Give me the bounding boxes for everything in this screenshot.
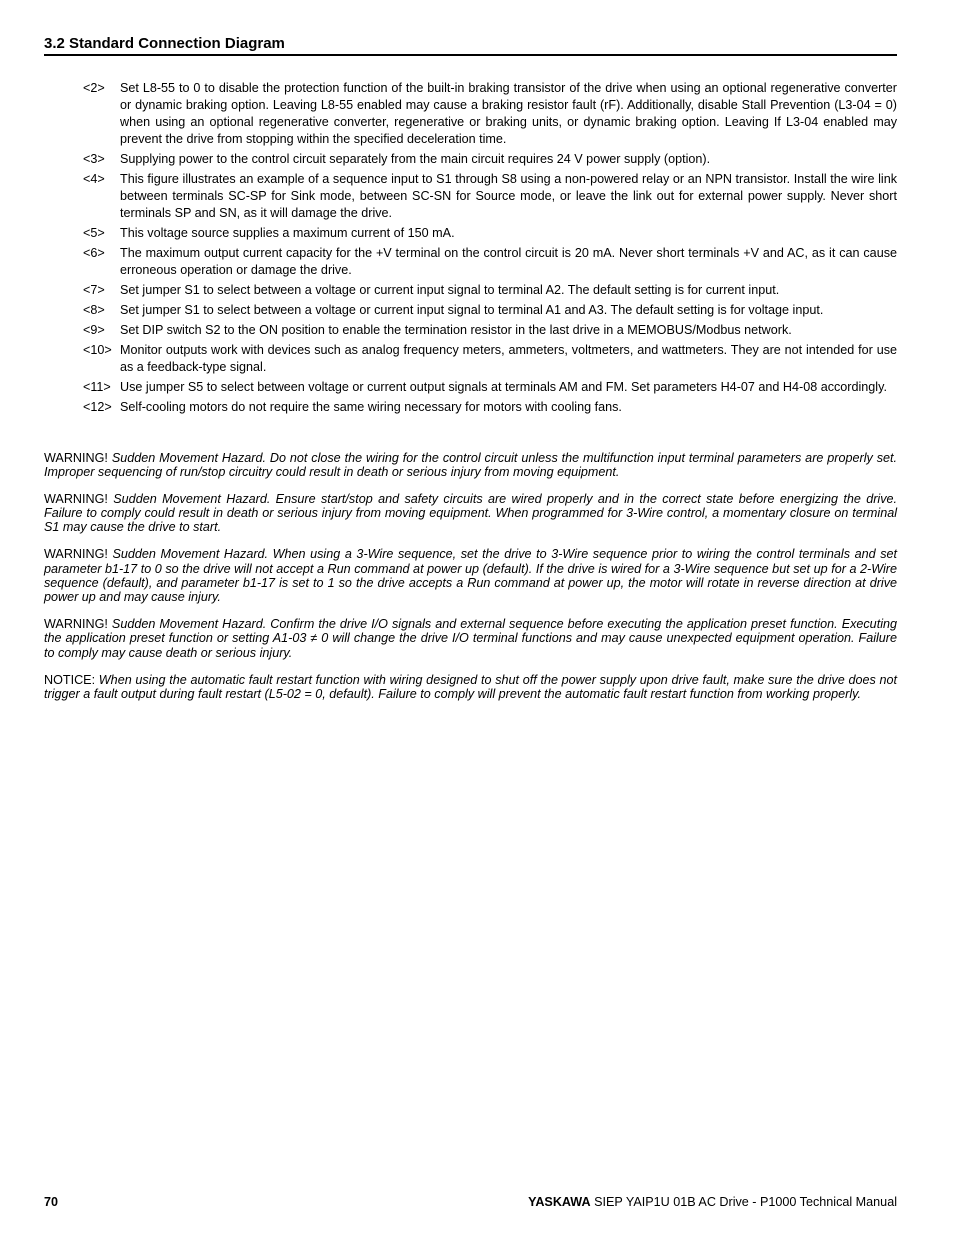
footer-brand: YASKAWA (528, 1195, 591, 1209)
note-text: This figure illustrates an example of a sequence input to S1 through S8 using a non-powered relay or an NPN transistor. Install the wire link between terminals SC-SP for Sink mode, between SC-SN for Source mode, or leave the link out for external power supply. Never short terminals SP and SN, as it will damage the drive. (120, 172, 897, 220)
footer-document-title (528, 1194, 897, 1210)
note-text: Self-cooling motors do not require the same wiring necessary for motors with cooling fans. (120, 400, 622, 414)
notice-text: When using the automatic fault restart function with wiring designed to shut off the power supply upon drive fault, make sure the drive does not trigger a fault output during fault restart (L5-02 = 0, default). Failure to comply will prevent the automatic fault restart function from working properly. (44, 672, 897, 701)
warning-text: Sudden Movement Hazard. Do not close the wiring for the control circuit unless the multifunction input terminal parameters are properly set. Improper sequencing of run/stop circuitry could result in death or serious injury from moving equipment. (44, 450, 898, 479)
note-text: Set DIP switch S2 to the ON position to enable the termination resistor in the last drive in a MEMOBUS/Modbus network. (120, 323, 792, 337)
note-number: <2> (83, 81, 105, 95)
note-text: Set jumper S1 to select between a voltage or current input signal to terminal A2. The default setting is for current input. (120, 283, 780, 297)
warning-text: Sudden Movement Hazard. Ensure start/stop and safety circuits are wired properly and in the correct state before energizing the drive. Failure to comply could result in death or serious injury from moving equipment. When programmed for 3-Wire control, a momentary closure on terminal S1 may cause the drive to start. (44, 491, 897, 535)
warning-label: WARNING! (44, 491, 108, 506)
note-item (83, 225, 897, 242)
note-number: <11> (83, 380, 111, 394)
section-title: 3.2 Standard Connection Diagram (44, 35, 285, 52)
note-number: <10> (83, 343, 112, 357)
warning-label: WARNING! (44, 617, 108, 632)
notice-label: NOTICE: (44, 672, 96, 687)
note-item (83, 342, 897, 376)
note-number: <6> (83, 246, 105, 260)
note-item (83, 399, 897, 416)
warnings-list (44, 438, 897, 713)
note-number: <8> (83, 303, 105, 317)
warning-block (44, 492, 897, 535)
warning-block (44, 617, 897, 660)
note-item (83, 379, 897, 396)
note-text: Supplying power to the control circuit separately from the main circuit requires 24 V power supply (option). (120, 152, 711, 166)
notice-block (44, 673, 897, 702)
note-item (83, 245, 897, 279)
note-text: This voltage source supplies a maximum current of 150 mA. (120, 226, 455, 240)
warning-label: WARNING! (44, 450, 108, 465)
page-number: 70 (44, 1195, 59, 1209)
note-text: The maximum output current capacity for the +V terminal on the control circuit is 20 mA. Never short terminals +V and AC, as it can cause erroneous operation or damage the drive. (120, 246, 897, 277)
warning-text: Sudden Movement Hazard. When using a 3-Wire sequence, set the drive to 3-Wire sequence prior to wiring the control terminals and set parameter b1-17 to 0 so the drive will not accept a Run command at power up (default). If the drive is wired for a 3-Wire sequence but set up for a 2-Wire sequence (default), and parameter b1-17 is set to 1 so the drive accepts a Run command at power up, the motor will rotate in reverse direction at drive power up and may cause injury. (44, 547, 898, 605)
note-item (83, 171, 897, 222)
note-item (83, 322, 897, 339)
note-text: Use jumper S5 to select between voltage or current output signals at terminals AM and FM. Set parameters H4-07 and H4-08 accordingly. (120, 380, 887, 394)
note-item (83, 80, 897, 148)
warning-block (44, 451, 897, 480)
note-text: Set L8-55 to 0 to disable the protection function of the built-in braking transistor of the drive when using an optional regenerative converter or dynamic braking option. Leaving L8-55 enabled may cause a braking resistor fault (rF). Additionally, disable Stall Prevention (L3-04 = 0) when using an optional regenerative converter, regenerative or braking units, or dynamic braking option. Leaving If L3-04 enabled may prevent the drive from stopping within the specified deceleration time. (120, 81, 897, 146)
notes-list (83, 80, 897, 419)
warning-label: WARNING! (44, 547, 108, 562)
note-number: <5> (83, 226, 105, 240)
warning-text: Sudden Movement Hazard. Confirm the drive I/O signals and external sequence before executing the application preset function. Executing the application preset function or setting A1-03 ≠ 0 will change the drive I/O terminal functions and may cause unexpected equipment operation. Failure to comply may cause death or serious injury. (44, 617, 897, 660)
note-text: Monitor outputs work with devices such as analog frequency meters, ammeters, voltmeters, and wattmeters. They are not intended for use as a feedback-type signal. (120, 343, 897, 374)
note-item (83, 282, 897, 299)
note-number: <4> (83, 172, 105, 186)
note-number: <7> (83, 283, 105, 297)
note-number: <9> (83, 323, 105, 337)
footer-document: SIEP YAIP1U 01B AC Drive - P1000 Technical Manual (594, 1195, 897, 1209)
note-text: Set jumper S1 to select between a voltage or current input signal to terminal A1 and A3. The default setting is for voltage input. (120, 303, 824, 317)
note-item (83, 302, 897, 319)
section-header (44, 35, 897, 56)
note-number: <3> (83, 152, 105, 166)
note-item (83, 151, 897, 168)
warning-block (44, 547, 897, 604)
note-number: <12> (83, 400, 112, 414)
